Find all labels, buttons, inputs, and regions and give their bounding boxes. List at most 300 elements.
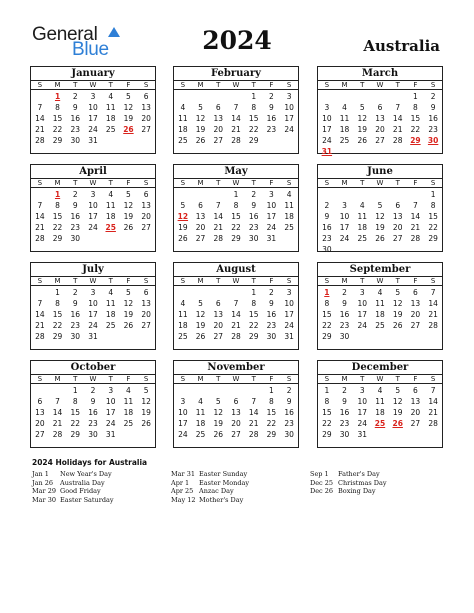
day-cell: 28 [410, 234, 421, 243]
holiday-day-cell: 30 [427, 136, 439, 145]
day-cell: 13 [392, 212, 403, 221]
day-cell: 9 [430, 103, 436, 112]
empty-day-cell [371, 91, 389, 102]
day-cell: 3 [90, 92, 96, 101]
day-cell: 23 [88, 419, 98, 428]
day-cell: 25 [178, 332, 188, 341]
weekday-label: S [430, 375, 436, 383]
day-cell: 18 [105, 114, 116, 123]
weekday-label: M [54, 277, 61, 285]
day-cell: 21 [52, 419, 63, 428]
day-cell: 19 [357, 125, 368, 134]
day-cell: 15 [266, 408, 277, 417]
day-cell: 22 [52, 321, 63, 330]
empty-day-cell [227, 385, 245, 396]
day-cell: 17 [105, 408, 116, 417]
day-cell: 27 [213, 332, 224, 341]
day-cell: 23 [428, 125, 438, 134]
holiday-date: Sep 1 [310, 470, 329, 478]
day-cell: 31 [88, 136, 98, 145]
weekday-header [318, 80, 442, 90]
day-cell: 19 [375, 223, 385, 232]
day-cell: 5 [395, 386, 401, 395]
day-cell: 8 [430, 201, 436, 210]
day-cell: 22 [410, 125, 421, 134]
day-cell: 20 [213, 125, 224, 134]
day-cell: 3 [286, 288, 292, 297]
day-cell: 23 [322, 234, 332, 243]
weekday-label: S [430, 277, 436, 285]
day-cell: 24 [178, 430, 188, 439]
weekday-label: T [395, 179, 400, 187]
day-cell: 11 [339, 114, 350, 123]
weekday-label: M [54, 81, 61, 89]
day-cell: 27 [195, 234, 206, 243]
day-cell: 6 [37, 397, 43, 406]
day-cell: 27 [141, 223, 151, 232]
weekday-label: W [232, 179, 240, 187]
weekday-label: F [126, 277, 131, 285]
day-cell: 26 [375, 234, 385, 243]
day-cell: 19 [392, 310, 403, 319]
weekday-label: T [395, 81, 400, 89]
day-cell: 21 [35, 223, 45, 232]
day-cell: 11 [357, 212, 368, 221]
day-cell: 23 [339, 419, 350, 428]
day-cell: 4 [342, 103, 347, 112]
day-cell: 1 [55, 288, 60, 297]
weekday-header [318, 178, 442, 188]
day-grid [318, 384, 442, 440]
day-cell: 21 [213, 223, 224, 232]
day-cell: 24 [357, 321, 368, 330]
day-cell: 26 [178, 234, 188, 243]
day-cell: 5 [395, 288, 401, 297]
day-cell: 4 [377, 288, 383, 297]
holiday-entry [310, 479, 387, 488]
holiday-entry [171, 496, 249, 505]
day-cell: 15 [248, 114, 259, 123]
day-cell: 22 [266, 419, 277, 428]
day-cell: 12 [375, 212, 385, 221]
day-cell: 3 [324, 103, 330, 112]
day-cell: 12 [357, 114, 368, 123]
day-cell: 2 [430, 92, 436, 101]
day-cell: 30 [266, 332, 277, 341]
empty-day-cell [389, 91, 407, 102]
empty-day-cell [31, 189, 49, 200]
day-cell: 24 [88, 223, 98, 232]
holiday-name: Boxing Day [338, 487, 376, 495]
day-cell: 7 [430, 386, 436, 395]
logo-blue-text: Blue [72, 39, 109, 60]
empty-day-cell [209, 287, 227, 298]
empty-day-cell [209, 189, 227, 200]
day-cell: 1 [324, 386, 330, 395]
day-cell: 4 [108, 190, 114, 199]
weekday-header [174, 178, 298, 188]
day-cell: 17 [284, 310, 294, 319]
day-cell: 30 [70, 136, 81, 145]
day-cell: 2 [342, 386, 347, 395]
day-cell: 20 [195, 223, 206, 232]
weekday-label: S [37, 179, 43, 187]
day-cell: 21 [428, 408, 438, 417]
day-cell: 8 [55, 299, 60, 308]
weekday-label: S [37, 81, 43, 89]
day-cell: 3 [286, 92, 292, 101]
holiday-name: Easter Monday [199, 478, 250, 487]
empty-day-cell [49, 385, 67, 396]
day-cell: 30 [339, 430, 350, 439]
day-cell: 27 [141, 321, 151, 330]
weekday-header [31, 178, 155, 188]
day-cell: 18 [375, 408, 385, 417]
day-cell: 23 [70, 125, 81, 134]
month-march [317, 66, 443, 154]
day-cell: 25 [339, 136, 350, 145]
weekday-label: M [341, 81, 348, 89]
day-cell: 2 [90, 386, 96, 395]
day-cell: 1 [72, 386, 78, 395]
day-cell: 16 [266, 114, 277, 123]
day-cell: 14 [213, 212, 224, 221]
day-cell: 11 [284, 201, 294, 210]
day-cell: 2 [251, 190, 257, 199]
day-cell: 13 [213, 114, 224, 123]
holiday-day-cell: 1 [54, 92, 61, 101]
day-grid [318, 188, 442, 255]
weekday-label: T [73, 277, 78, 285]
day-cell: 21 [428, 310, 438, 319]
weekday-label: T [251, 179, 256, 187]
day-cell: 31 [266, 234, 277, 243]
day-cell: 21 [35, 321, 45, 330]
day-cell: 1 [413, 92, 418, 101]
holiday-day-cell: 29 [410, 136, 421, 145]
day-cell: 10 [88, 103, 98, 112]
weekday-label: W [376, 179, 384, 187]
holiday-entry [171, 487, 249, 496]
day-cell: 26 [123, 321, 134, 330]
weekday-header [174, 374, 298, 384]
empty-day-cell [371, 189, 389, 200]
day-cell: 9 [72, 103, 78, 112]
day-cell: 2 [72, 190, 78, 199]
day-cell: 16 [88, 408, 98, 417]
day-cell: 16 [70, 310, 81, 319]
day-cell: 8 [251, 299, 257, 308]
day-cell: 25 [375, 321, 385, 330]
day-grid [31, 90, 155, 146]
month-title: September [318, 263, 442, 276]
month-title: October [31, 361, 155, 374]
day-cell: 20 [231, 419, 241, 428]
day-cell: 6 [377, 103, 383, 112]
weekday-header [31, 276, 155, 286]
day-cell: 11 [178, 114, 188, 123]
weekday-label: S [324, 81, 330, 89]
month-november [173, 360, 299, 448]
day-cell: 13 [141, 299, 151, 308]
day-cell: 29 [52, 234, 63, 243]
day-cell: 1 [430, 190, 436, 199]
day-cell: 19 [392, 408, 403, 417]
weekday-label: S [324, 277, 330, 285]
day-cell: 9 [324, 212, 330, 221]
day-cell: 16 [248, 212, 259, 221]
day-cell: 20 [375, 125, 385, 134]
day-cell: 5 [198, 103, 203, 112]
day-cell: 13 [35, 408, 45, 417]
weekday-label: T [216, 375, 221, 383]
day-cell: 22 [52, 125, 63, 134]
month-may [173, 164, 299, 252]
day-cell: 25 [178, 136, 188, 145]
day-cell: 12 [141, 397, 151, 406]
month-title: February [174, 67, 298, 80]
month-february [173, 66, 299, 154]
day-cell: 14 [428, 299, 438, 308]
weekday-label: F [126, 179, 131, 187]
day-cell: 21 [231, 125, 241, 134]
holiday-entry [32, 479, 114, 488]
day-cell: 14 [428, 397, 438, 406]
day-cell: 19 [123, 310, 134, 319]
day-cell: 19 [195, 125, 206, 134]
weekday-label: T [73, 179, 78, 187]
day-cell: 26 [213, 430, 224, 439]
day-cell: 15 [410, 114, 421, 123]
day-cell: 14 [410, 212, 421, 221]
day-grid [31, 286, 155, 342]
day-cell: 26 [123, 223, 134, 232]
day-cell: 4 [198, 397, 203, 406]
holiday-name: Easter Sunday [199, 470, 248, 478]
weekday-label: T [395, 277, 400, 285]
day-cell: 2 [72, 92, 78, 101]
day-cell: 28 [392, 136, 403, 145]
day-cell: 18 [178, 321, 188, 330]
day-cell: 13 [410, 397, 421, 406]
holiday-entry [310, 470, 387, 479]
empty-day-cell [31, 91, 49, 102]
weekday-label: S [37, 277, 43, 285]
day-cell: 19 [195, 321, 206, 330]
weekday-label: F [269, 277, 274, 285]
day-cell: 18 [375, 310, 385, 319]
day-cell: 20 [35, 419, 45, 428]
weekday-label: T [216, 81, 221, 89]
day-cell: 9 [342, 397, 347, 406]
holiday-day-cell: 25 [105, 223, 116, 232]
day-cell: 9 [286, 397, 292, 406]
weekday-label: S [180, 179, 186, 187]
empty-day-cell [353, 91, 371, 102]
day-cell: 13 [141, 201, 151, 210]
holiday-entry [32, 470, 114, 479]
day-cell: 20 [392, 223, 403, 232]
day-cell: 16 [339, 408, 350, 417]
day-cell: 10 [88, 201, 98, 210]
day-cell: 6 [198, 201, 203, 210]
day-cell: 5 [126, 190, 131, 199]
day-cell: 23 [266, 125, 277, 134]
day-cell: 27 [141, 125, 151, 134]
day-cell: 28 [213, 234, 224, 243]
weekday-label: S [37, 375, 43, 383]
day-cell: 18 [105, 212, 116, 221]
day-cell: 26 [357, 136, 368, 145]
day-cell: 18 [339, 125, 350, 134]
day-cell: 30 [88, 430, 98, 439]
day-cell: 4 [126, 386, 131, 395]
weekday-label: S [430, 179, 436, 187]
day-cell: 15 [52, 212, 63, 221]
day-cell: 24 [88, 125, 98, 134]
day-cell: 21 [410, 223, 421, 232]
weekday-label: T [251, 81, 256, 89]
weekday-label: S [143, 375, 149, 383]
day-cell: 29 [70, 430, 81, 439]
weekday-label: W [89, 277, 97, 285]
day-cell: 7 [37, 201, 43, 210]
day-cell: 1 [251, 288, 257, 297]
holiday-name: Father's Day [338, 470, 380, 478]
day-cell: 30 [339, 332, 350, 341]
day-cell: 10 [105, 397, 116, 406]
weekday-label: M [197, 375, 204, 383]
weekday-label: T [395, 375, 400, 383]
calendar-year: 2024 [202, 26, 272, 55]
day-cell: 6 [413, 288, 418, 297]
month-june [317, 164, 443, 252]
holiday-date: Dec 25 [310, 478, 334, 487]
day-cell: 29 [248, 332, 259, 341]
holiday-entry [310, 487, 387, 496]
day-cell: 30 [248, 234, 259, 243]
day-cell: 17 [88, 310, 98, 319]
day-cell: 2 [286, 386, 292, 395]
day-cell: 3 [180, 397, 186, 406]
day-cell: 10 [284, 299, 294, 308]
day-cell: 2 [72, 288, 78, 297]
day-cell: 29 [322, 430, 332, 439]
day-cell: 7 [215, 201, 221, 210]
day-cell: 24 [322, 136, 332, 145]
day-cell: 25 [195, 430, 206, 439]
day-cell: 15 [322, 310, 332, 319]
weekday-label: T [251, 277, 256, 285]
day-cell: 24 [88, 321, 98, 330]
day-cell: 13 [231, 408, 241, 417]
holiday-name: Anzac Day [199, 487, 234, 495]
day-cell: 10 [266, 201, 277, 210]
holiday-date: Apr 1 [171, 478, 190, 487]
day-cell: 7 [251, 397, 257, 406]
day-cell: 26 [195, 136, 206, 145]
weekday-label: F [126, 375, 131, 383]
month-title: March [318, 67, 442, 80]
day-cell: 21 [35, 125, 45, 134]
day-cell: 26 [141, 419, 151, 428]
weekday-label: W [376, 277, 384, 285]
empty-day-cell [31, 287, 49, 298]
weekday-label: F [269, 81, 274, 89]
day-cell: 29 [52, 332, 63, 341]
holiday-name: Easter Saturday [60, 495, 114, 504]
day-cell: 4 [108, 92, 114, 101]
weekday-label: T [360, 277, 365, 285]
day-cell: 17 [322, 125, 332, 134]
day-cell: 12 [392, 397, 403, 406]
empty-day-cell [31, 385, 49, 396]
weekday-label: W [89, 375, 97, 383]
day-grid [31, 384, 155, 440]
day-cell: 18 [195, 419, 206, 428]
holiday-list-column-3 [310, 470, 387, 496]
day-grid [174, 188, 298, 244]
day-cell: 16 [266, 310, 277, 319]
weekday-label: W [376, 81, 384, 89]
day-cell: 13 [195, 212, 206, 221]
holiday-list-column-2 [171, 470, 249, 504]
day-cell: 23 [266, 321, 277, 330]
empty-day-cell [174, 189, 192, 200]
day-cell: 28 [428, 321, 438, 330]
day-cell: 11 [375, 397, 385, 406]
empty-day-cell [192, 189, 210, 200]
holiday-day-cell: 1 [324, 288, 330, 297]
holidays-title: 2024 Holidays for Australia [32, 458, 148, 467]
day-cell: 24 [357, 419, 368, 428]
day-cell: 29 [231, 234, 241, 243]
day-cell: 4 [180, 103, 186, 112]
day-cell: 11 [105, 201, 116, 210]
day-cell: 25 [123, 419, 134, 428]
day-cell: 2 [342, 288, 347, 297]
day-cell: 19 [123, 114, 134, 123]
holiday-date: Apr 25 [171, 487, 194, 495]
day-cell: 11 [105, 103, 116, 112]
weekday-label: S [324, 179, 330, 187]
day-cell: 13 [410, 299, 421, 308]
weekday-label: F [413, 277, 418, 285]
day-cell: 10 [178, 408, 188, 417]
day-cell: 18 [105, 310, 116, 319]
day-grid [174, 90, 298, 146]
day-cell: 27 [392, 234, 403, 243]
day-cell: 31 [357, 430, 368, 439]
day-cell: 6 [215, 299, 221, 308]
weekday-label: F [413, 375, 418, 383]
day-cell: 3 [359, 288, 365, 297]
day-cell: 24 [339, 234, 350, 243]
weekday-label: T [216, 277, 221, 285]
day-cell: 13 [213, 310, 224, 319]
day-cell: 18 [123, 408, 134, 417]
day-cell: 7 [37, 103, 43, 112]
weekday-label: M [54, 375, 61, 383]
weekday-header [318, 374, 442, 384]
day-cell: 4 [359, 201, 365, 210]
holiday-name: Good Friday [60, 487, 101, 495]
day-cell: 28 [231, 136, 241, 145]
month-title: July [31, 263, 155, 276]
day-cell: 28 [248, 430, 259, 439]
day-cell: 23 [284, 419, 294, 428]
day-cell: 7 [55, 397, 60, 406]
